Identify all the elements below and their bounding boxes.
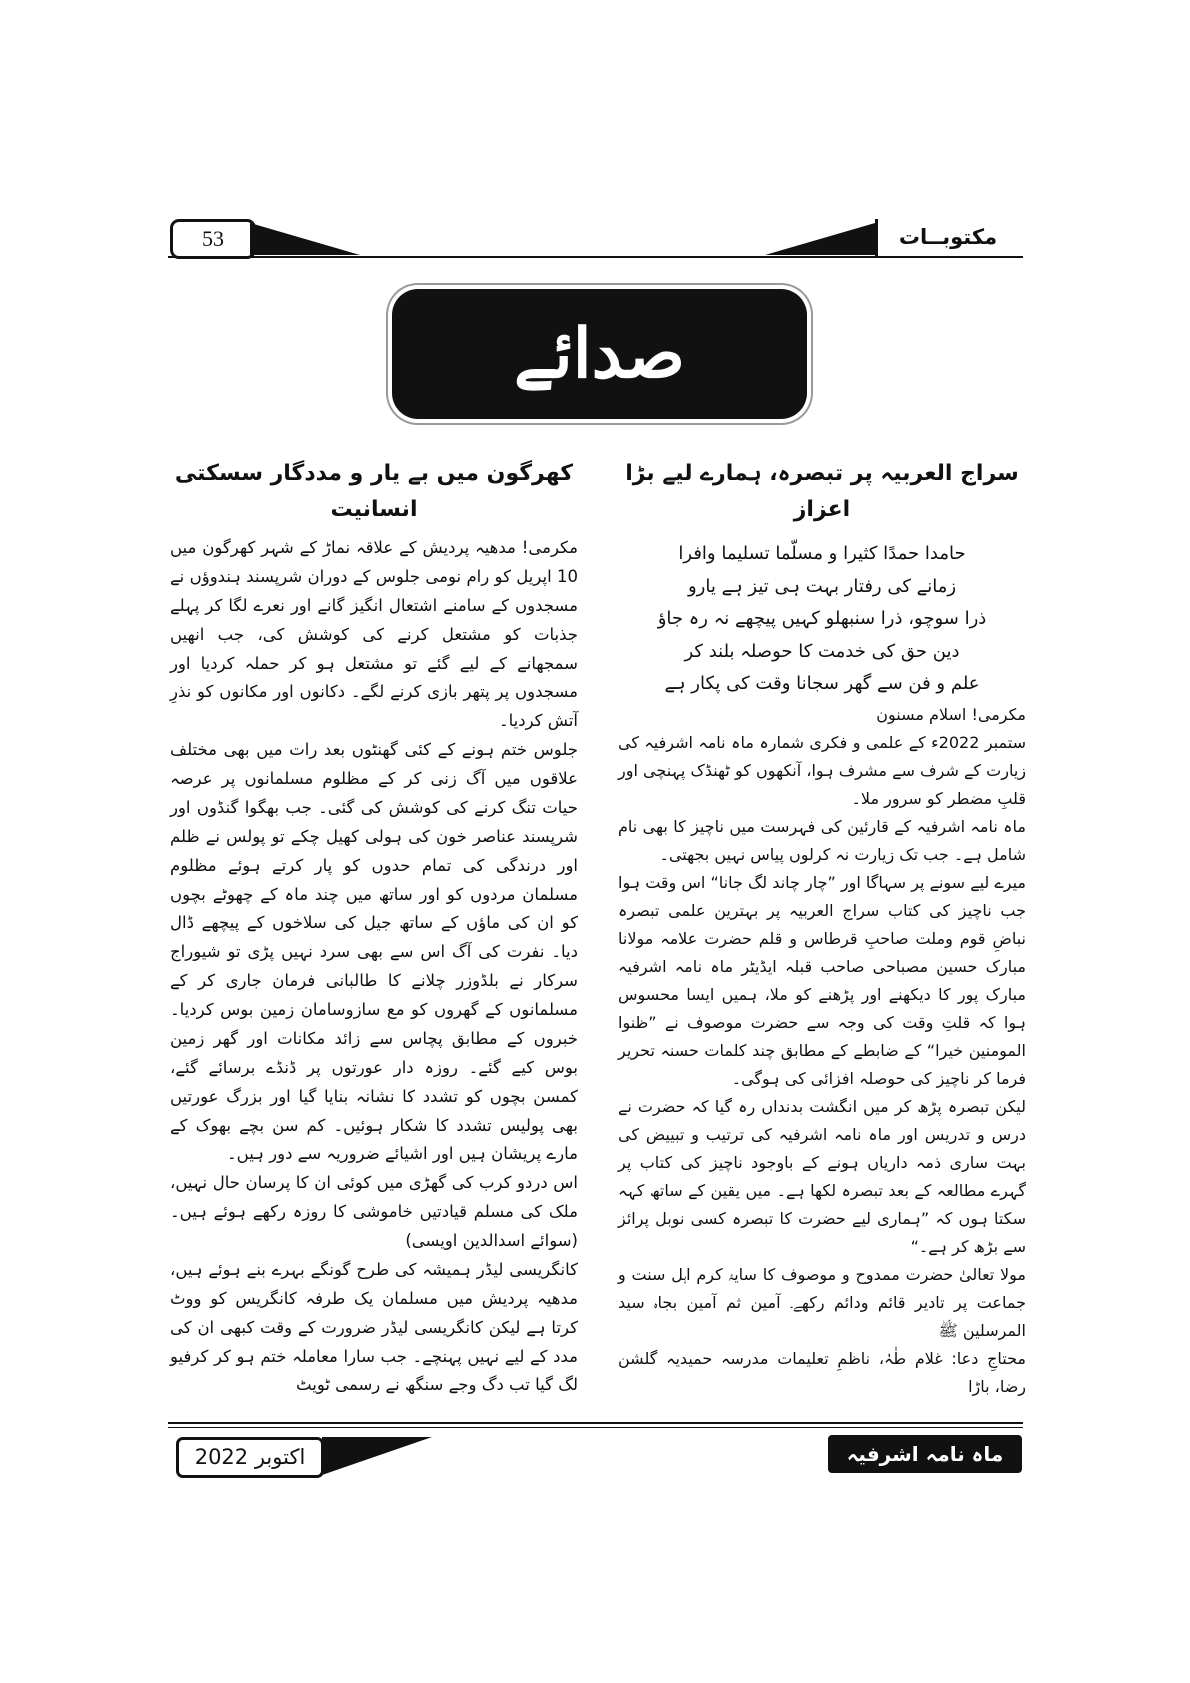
poem-line: علم و فن سے گھر سجانا وقت کی پکار ہے — [664, 673, 980, 695]
paragraph: مولا تعالیٰ حضرت ممدوح و موصوف کا سایۂ کرم اہل سنت و جماعت پر تادیر قائم ودائم رکھے۔ آمین ثم آمین بجاہ سید المرسلین ﷺ — [618, 1264, 1026, 1340]
right-column — [618, 456, 1026, 1401]
poem-line: زمانے کی رفتار بہت ہی تیز ہے یارو — [687, 575, 957, 597]
right-column-heading: سراج العربیہ پر تبصرہ، ہمارے لیے بڑا اعزاز — [625, 461, 1019, 522]
column-divider — [597, 456, 598, 1386]
header-rule — [168, 256, 1023, 258]
signature: محتاجِ دعا: غلام طٰہٰ، ناظمِ تعلیمات مدرسہ حمیدیہ گلشن رضا، باڑا — [618, 1348, 1026, 1396]
paragraph: میرے لیے سونے پر سہاگا اور ”چار چاند لگ جانا“ اس وقت ہوا جب ناچیز کی کتاب سراج العربیہ پر بہترین علمی تبصرہ نباضِ قوم وملت صاحبِ قرطاس و قلم حضرت علامہ مولانا مبارک حسین مصباحی صاحب قبلہ ایڈیٹر ماہ نامہ اشرفیہ مبارک پور کا دیکھنے اور پڑھنے کو ملا، ہمیں ایسا محسوس ہوا کہ قلتِ وقت کی وجہ سے حضرت موصوف نے ”ظنوا المومنین خیرا“ کے ضابطے کے مطابق چند کلمات حسنہ تحریر فرما کر ناچیز کی حوصلہ افزائی کی ہوگی۔ — [618, 872, 1026, 1088]
page-number: 53 — [170, 219, 256, 259]
paragraph: اس دردو کرب کی گھڑی میں کوئی ان کا پرسان حال نہیں، ملک کی مسلم قیادتیں خاموشی کا روزہ رکھے ہوئے ہیں۔ (سوائے اسدالدین اویسی) — [170, 1173, 578, 1250]
magazine-name: ماہ نامہ اشرفیہ — [828, 1435, 1022, 1473]
paragraph: ماہ نامہ اشرفیہ کے قارئین کی فہرست میں ناچیز کا بھی نام شامل ہے۔ جب تک زیارت نہ کرلوں پیاس نہیں بجھتی۔ — [618, 816, 1026, 864]
paragraph: ستمبر 2022ء کے علمی و فکری شمارہ ماہ نامہ اشرفیہ کی زیارت کے شرف سے مشرف ہوا، آنکھوں کو ٹھنڈک پہنچی اور قلبِ مضطر کو سرور ملا۔ — [618, 732, 1026, 808]
section-title: مکتوبــات — [898, 225, 998, 249]
poem-line: ذرا سوچو، ذرا سنبھلو کہیں پیچھے نہ رہ جاؤ — [657, 608, 987, 630]
page-title: صدائے بازگشت — [392, 289, 807, 419]
salutation: مکرمی! اسلام مسنون — [876, 704, 1026, 724]
footer-rule-top — [168, 1422, 1023, 1424]
poem — [618, 538, 1026, 701]
header-wedge-right — [765, 221, 875, 255]
paragraph: کانگریسی لیڈر ہمیشہ کی طرح گونگے بہرے بنے ہوئے ہیں، مدھیہ پردیش میں مسلمان یک طرفہ کانگریس کو ووٹ کرتا ہے لیکن کانگریسی لیڈر ضرورت کے وقت کبھی ان کی مدد کے لیے نہیں پہنچے۔ جب سارا معاملہ ختم ہو کر کرفیو لگ گیا تب دگ وجے سنگھ نے رسمی ٹویٹ — [170, 1259, 578, 1395]
paragraph: مکرمی! مدھیہ پردیش کے علاقہ نماڑ کے شہر کھرگون میں 10 اپریل کو رام نومی جلوس کے دوران شرپسند ہندوؤں نے مسجدوں کے سامنے اشتعال انگیز گانے اور نعرے لگا کر پہلے جذبات کو مشتعل کرنے کی کوشش کی، جب انھیں سمجھانے کے لیے گئے تو مشتعل ہو کر حملہ کردیا اور مسجدوں پر پتھر بازی کرنے لگے۔ دکانوں اور مکانوں کو نذرِ آتش کردیا۔ — [170, 538, 578, 731]
header-wedge-left — [250, 221, 360, 255]
issue-date: اکتوبر 2022 — [176, 1437, 324, 1478]
poem-line: دین حق کی خدمت کا حوصلہ بلند کر — [684, 640, 960, 662]
left-column — [170, 456, 578, 1400]
paragraph: جلوس ختم ہونے کے کئی گھنٹوں بعد رات میں بھی مختلف علاقوں میں آگ زنی کر کے مظلوم مسلمانوں پر عرصہ حیات تنگ کرنے کی کوشش کی گئی۔ جب بھگوا گنڈوں اور شرپسند عناصر خون کی ہولی کھیل چکے تو پولس نے ظلم اور درندگی کی تمام حدوں کو پار کرتے ہوئے مظلوم مسلمان مردوں کو اور ساتھ میں چند ماہ کے چھوٹے بچوں کو ان کی ماؤں کے ساتھ جیل کی سلاخوں کے پیچھے ڈال دیا۔ نفرت کی آگ اس سے بھی سرد نہیں پڑی تو شیوراج سرکار نے بلڈوزر چلانے کا طالبانی فرمان جاری کر کے مسلمانوں کے گھروں کو مع سازوسامان زمین بوس کردیا۔ خبروں کے مطابق پچاس سے زائد مکانات اور گھر زمین بوس کیے گئے۔ روزہ دار عورتوں پر ڈنڈے برسائے گئے، کمسن بچوں کو تشدد کا نشانہ بنایا گیا اور بزرگ عورتیں بھی پولیس تشدد کا شکار ہوئیں۔ کم سن بچے بھوک کے مارے پریشان ہیں اور اشیائے ضروریہ سے دور ہیں۔ — [170, 740, 578, 1164]
paragraph: لیکن تبصرہ پڑھ کر میں انگشت بدنداں رہ گیا کہ حضرت نے درس و تدریس اور ماہ نامہ اشرفیہ کی ترتیب و تبییض کی بہت ساری ذمہ داریاں ہونے کے باوجود ناچیز کی کتاب پر گہرے مطالعہ کے بعد تبصرہ لکھا ہے۔ میں یقین کے ساتھ کہہ سکتا ہوں کہ ”ہماری لیے حضرت کا تبصرہ کسی نوبل پرائز سے بڑھ کر ہے۔“ — [618, 1096, 1026, 1256]
footer-rule-bottom — [168, 1427, 1023, 1428]
footer-wedge — [322, 1437, 432, 1475]
poem-line: حامدا حمدًا کثیرا و مسلّما تسلیما وافرا — [678, 543, 966, 564]
left-column-heading: کھرگون میں بے یار و مددگار سسکتی انسانیت — [174, 461, 574, 522]
